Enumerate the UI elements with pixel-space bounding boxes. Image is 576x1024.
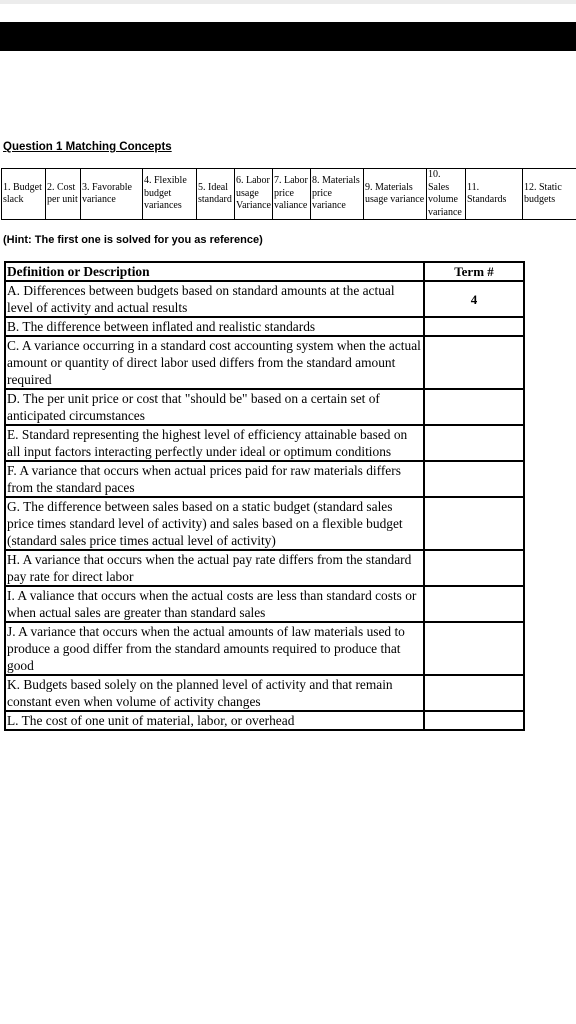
- definition-cell: C. A variance occurring in a standard cost accounting system when the actual amount or quantity of direct labor used differs from the standard amount required: [5, 336, 424, 389]
- term-answer-cell[interactable]: [424, 675, 524, 711]
- definition-cell: D. The per unit price or cost that "should be" based on a certain set of anticipated circumstances: [5, 389, 424, 425]
- table-row: [5, 281, 524, 317]
- terms-row: [2, 169, 576, 220]
- definition-cell: E. Standard representing the highest level of efficiency attainable based on all input factors interacting perfectly under ideal or optimum conditions: [5, 425, 424, 461]
- term-cell: 4. Flexible budget variances: [143, 169, 197, 220]
- term-answer-cell[interactable]: [424, 389, 524, 425]
- table-row: [5, 389, 524, 425]
- table-row: [5, 711, 524, 730]
- term-cell: 1. Budget slack: [2, 169, 46, 220]
- question-title: Question 1 Matching Concepts: [3, 141, 172, 153]
- table-row: [5, 461, 524, 497]
- term-cell: 11. Standards: [466, 169, 523, 220]
- header-row: [5, 262, 524, 281]
- term-answer-cell[interactable]: [424, 586, 524, 622]
- term-answer-cell[interactable]: [424, 497, 524, 550]
- term-cell: 3. Favorable variance: [81, 169, 143, 220]
- term-answer-cell[interactable]: [424, 711, 524, 730]
- term-answer-cell[interactable]: [424, 461, 524, 497]
- table-row: [5, 622, 524, 675]
- table-row: [5, 675, 524, 711]
- term-cell: 7. Labor price valiance: [273, 169, 311, 220]
- definition-cell: H. A variance that occurs when the actual pay rate differs from the standard pay rate for direct labor: [5, 550, 424, 586]
- term-cell: 10. Sales volume variance: [427, 169, 466, 220]
- term-answer-cell[interactable]: [424, 317, 524, 336]
- definition-cell: A. Differences between budgets based on standard amounts at the actual level of activity and actual results: [5, 281, 424, 317]
- terms-table: [1, 168, 576, 220]
- definition-cell: J. A variance that occurs when the actual amounts of law materials used to produce a good differ from the standard amounts required to produce that good: [5, 622, 424, 675]
- table-row: [5, 550, 524, 586]
- top-black-bar: [0, 22, 576, 51]
- term-answer-cell[interactable]: [424, 622, 524, 675]
- table-row: [5, 317, 524, 336]
- term-header: Term #: [424, 262, 524, 281]
- term-answer-cell[interactable]: [424, 550, 524, 586]
- table-row: [5, 425, 524, 461]
- definition-header: Definition or Description: [5, 262, 424, 281]
- definition-cell: G. The difference between sales based on a static budget (standard sales price times standard level of activity) and sales based on a flexible budget (standard sales price times actual level of activity): [5, 497, 424, 550]
- matching-table: [4, 261, 525, 731]
- table-row: [5, 586, 524, 622]
- term-answer-cell[interactable]: [424, 336, 524, 389]
- term-answer-cell[interactable]: [424, 425, 524, 461]
- term-cell: 8. Materials price variance: [311, 169, 364, 220]
- hint-text: (Hint: The first one is solved for you as reference): [3, 234, 263, 246]
- definition-cell: K. Budgets based solely on the planned level of activity and that remain constant even when volume of activity changes: [5, 675, 424, 711]
- term-cell: 6. Labor usage Variance: [235, 169, 273, 220]
- term-cell: 12. Static budgets: [523, 169, 576, 220]
- top-strip: [0, 0, 576, 4]
- definition-cell: I. A valiance that occurs when the actual costs are less than standard costs or when actual sales are greater than standard sales: [5, 586, 424, 622]
- term-cell: 9. Materials usage variance: [364, 169, 427, 220]
- definition-cell: L. The cost of one unit of material, labor, or overhead: [5, 711, 424, 730]
- term-answer-cell[interactable]: 4: [424, 281, 524, 317]
- term-cell: 2. Cost per unit: [46, 169, 81, 220]
- table-row: [5, 336, 524, 389]
- definition-cell: F. A variance that occurs when actual prices paid for raw materials differs from the standard paces: [5, 461, 424, 497]
- term-cell: 5. Ideal standard: [197, 169, 235, 220]
- table-row: [5, 497, 524, 550]
- definition-cell: B. The difference between inflated and realistic standards: [5, 317, 424, 336]
